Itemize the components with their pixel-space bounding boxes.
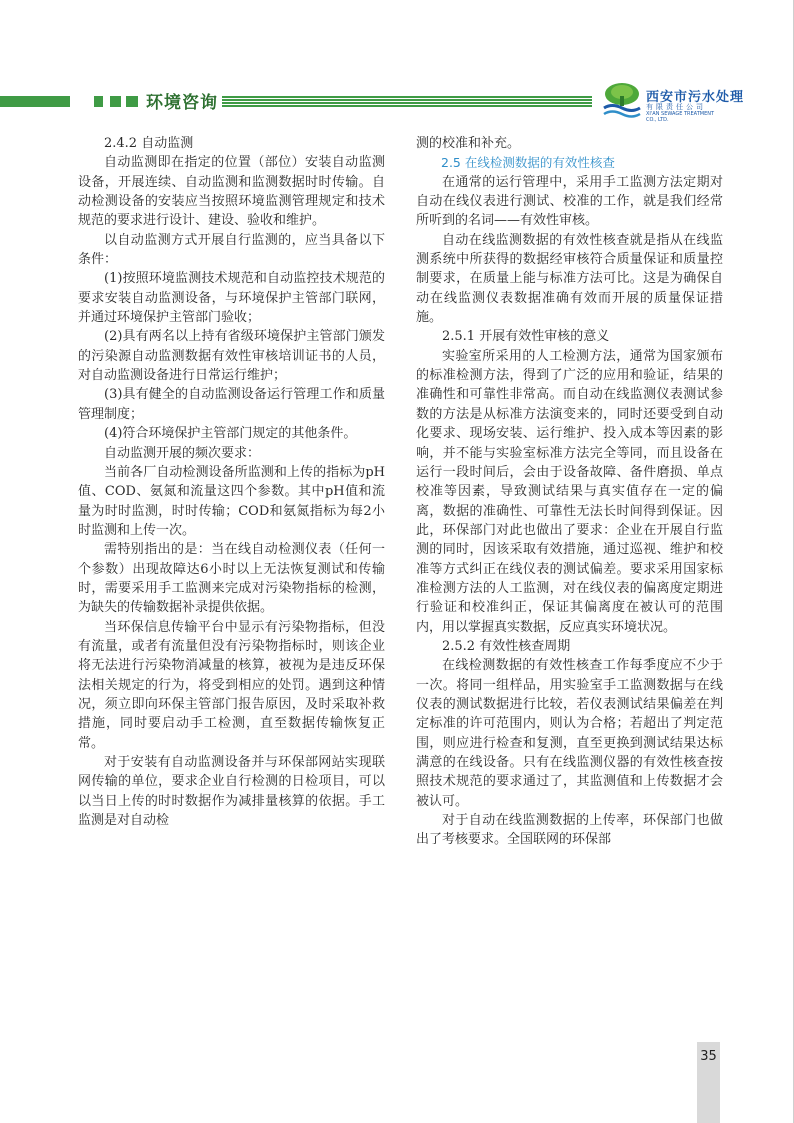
- header-stripe: [222, 96, 592, 107]
- paragraph: 自动在线监测数据的有效性核查就是指从在线监测系统中所获得的数据经审核符合质量保证和质量控制要求，在质量上能与标准方法可比。这是为确保自动在线监测仪表数据准确有效而开展的质量保证措施。: [416, 232, 723, 326]
- logo-chinese-name: 西安市污水处理: [646, 90, 745, 105]
- paragraph: 以自动监测方式开展自行监测的，应当具备以下条件：: [78, 232, 385, 268]
- header-square: [110, 96, 121, 107]
- paragraph: 在通常的运行管理中，采用手工监测方法定期对自动在线仪表进行测试、校准的工作，就是我们经常所听到的名词——有效性审核。: [416, 174, 723, 229]
- logo-english-name: XI'AN SEWAGE TREATMENT CO., LTD.: [646, 111, 715, 123]
- paragraph: (1)按照环境监测技术规范和自动监控技术规范的要求安装自动监测设备，与环境保护主管部门联网，并通过环境保护主管部门验收；: [78, 271, 385, 326]
- paragraph: (3)具有健全的自动监测设备运行管理工作和质量管理制度；: [78, 387, 385, 422]
- page-number: 35: [700, 1049, 717, 1064]
- paragraph: 对于自动在线监测数据的上传率，环保部门也做出了考核要求。全国联网的环保部: [416, 813, 723, 848]
- logo-subtitle: 有限责任公司: [646, 103, 706, 111]
- paragraph: 自动监测即在指定的位置（部位）安装自动监测设备，开展连续、自动监测和监测数据时时传输。自动检测设备的安装应当按照环境监测管理规定和技术规范的要求进行设计、建设、验收和维护。: [78, 155, 385, 229]
- paragraph: 当前各厂自动检测设备所监测和上传的指标为pH值、COD、氨氮和流量这四个参数。其中pH值和流量为时时监测，时时传输；COD和氨氮指标为每2小时监测和上传一次。: [78, 464, 385, 538]
- paragraph: (2)具有两名以上持有省级环境保护主管部门颁发的污染源自动监测数据有效性审核培训证书的人员，对自动监测设备进行日常运行维护；: [78, 329, 385, 384]
- paragraph: 2.5.1 开展有效性审核的意义: [442, 329, 610, 345]
- paragraph: 需特别指出的是：当在线自动检测仪表（任何一个参数）出现故障达6小时以上无法恢复测试和传输时，需要采用手工监测来完成对污染物指标的检测，为缺失的传输数据补录提供依据。: [78, 542, 385, 616]
- section-heading: 2.5 在线检测数据的有效性核查: [441, 155, 615, 171]
- header-square: [94, 96, 103, 107]
- paragraph: 在线检测数据的有效性核查工作每季度应不少于一次。将同一组样品，用实验室手工监测数据与在线仪表的测试数据进行比较，若仪表测试结果偏差在判定标准的许可范围内，则认为合格；若超出了判定范围，则应进行检查和复测，直至更换到测试结果达标满意的在线设备。只有在线监测仪器的有效性核查按照技术规范的要求通过了，其监测值和上传数据才会被认可。: [416, 658, 723, 809]
- paragraph: (4)符合环境保护主管部门规定的其他条件。: [104, 426, 357, 442]
- paragraph: 测的校准和补充。: [416, 136, 521, 151]
- paragraph: 2.4.2 自动监测: [104, 136, 194, 151]
- paragraph: 实验室所采用的人工检测方法，通常为国家颁布的标准检测方法，得到了广泛的应用和验证，结果的准确性和可靠性非常高。而自动在线监测仪表测试参数的方法是从标准方法演变来的，同时还要受到自动化要求、现场安装、运行维护、投入成本等因素的影响，并不能与实验室标准方法完全等同，而且设备在运行一段时间后，会由于设备故障、备件磨损、单点校准等因素，导致测试结果与真实值存在一定的偏离，数据的准确性、可靠性无法长时间得到保证。因此，环保部门对此也做出了要求：企业在开展自行监测的同时，因该采取有效措施，通过巡视、维护和校准等方式纠正在线仪表的测试偏差。要求采用国家标准检测方法的人工监测，对在线仪表的偏离度定期进行验证和校准纠正，保证其偏离度在被认可的范围内，用以掌握真实数据，反应真实环境状况。: [416, 348, 723, 635]
- paragraph: 当环保信息传输平台中显示有污染物指标，但没有流量，或者有流量但没有污染物指标时，则该企业将无法进行污染物消减量的核算，被视为是违反环保法相关规定的行为，将受到相应的处罚。遇到这种情况，须立即向环保主管部门报告原因，及时采取补救措施，同时要启动手工检测，直至数据传输恢复正常。: [78, 619, 385, 751]
- header-bar: [0, 96, 70, 107]
- left-text-column: [78, 134, 385, 830]
- paragraph: 2.5.2 有效性核查周期: [442, 638, 571, 654]
- paragraph: 对于安装有自动监测设备并与环保部网站实现联网传输的单位，要求企业自行检测的日检项目，可以以当日上传的时时数据作为减排量核算的依据。手工监测是对自动检: [78, 755, 385, 829]
- company-logo-icon: [602, 82, 642, 118]
- right-text-column: [416, 134, 723, 850]
- header-square: [126, 96, 138, 107]
- section-title: 环境咨询: [146, 93, 218, 113]
- paragraph: 自动监测开展的频次要求：: [104, 445, 261, 461]
